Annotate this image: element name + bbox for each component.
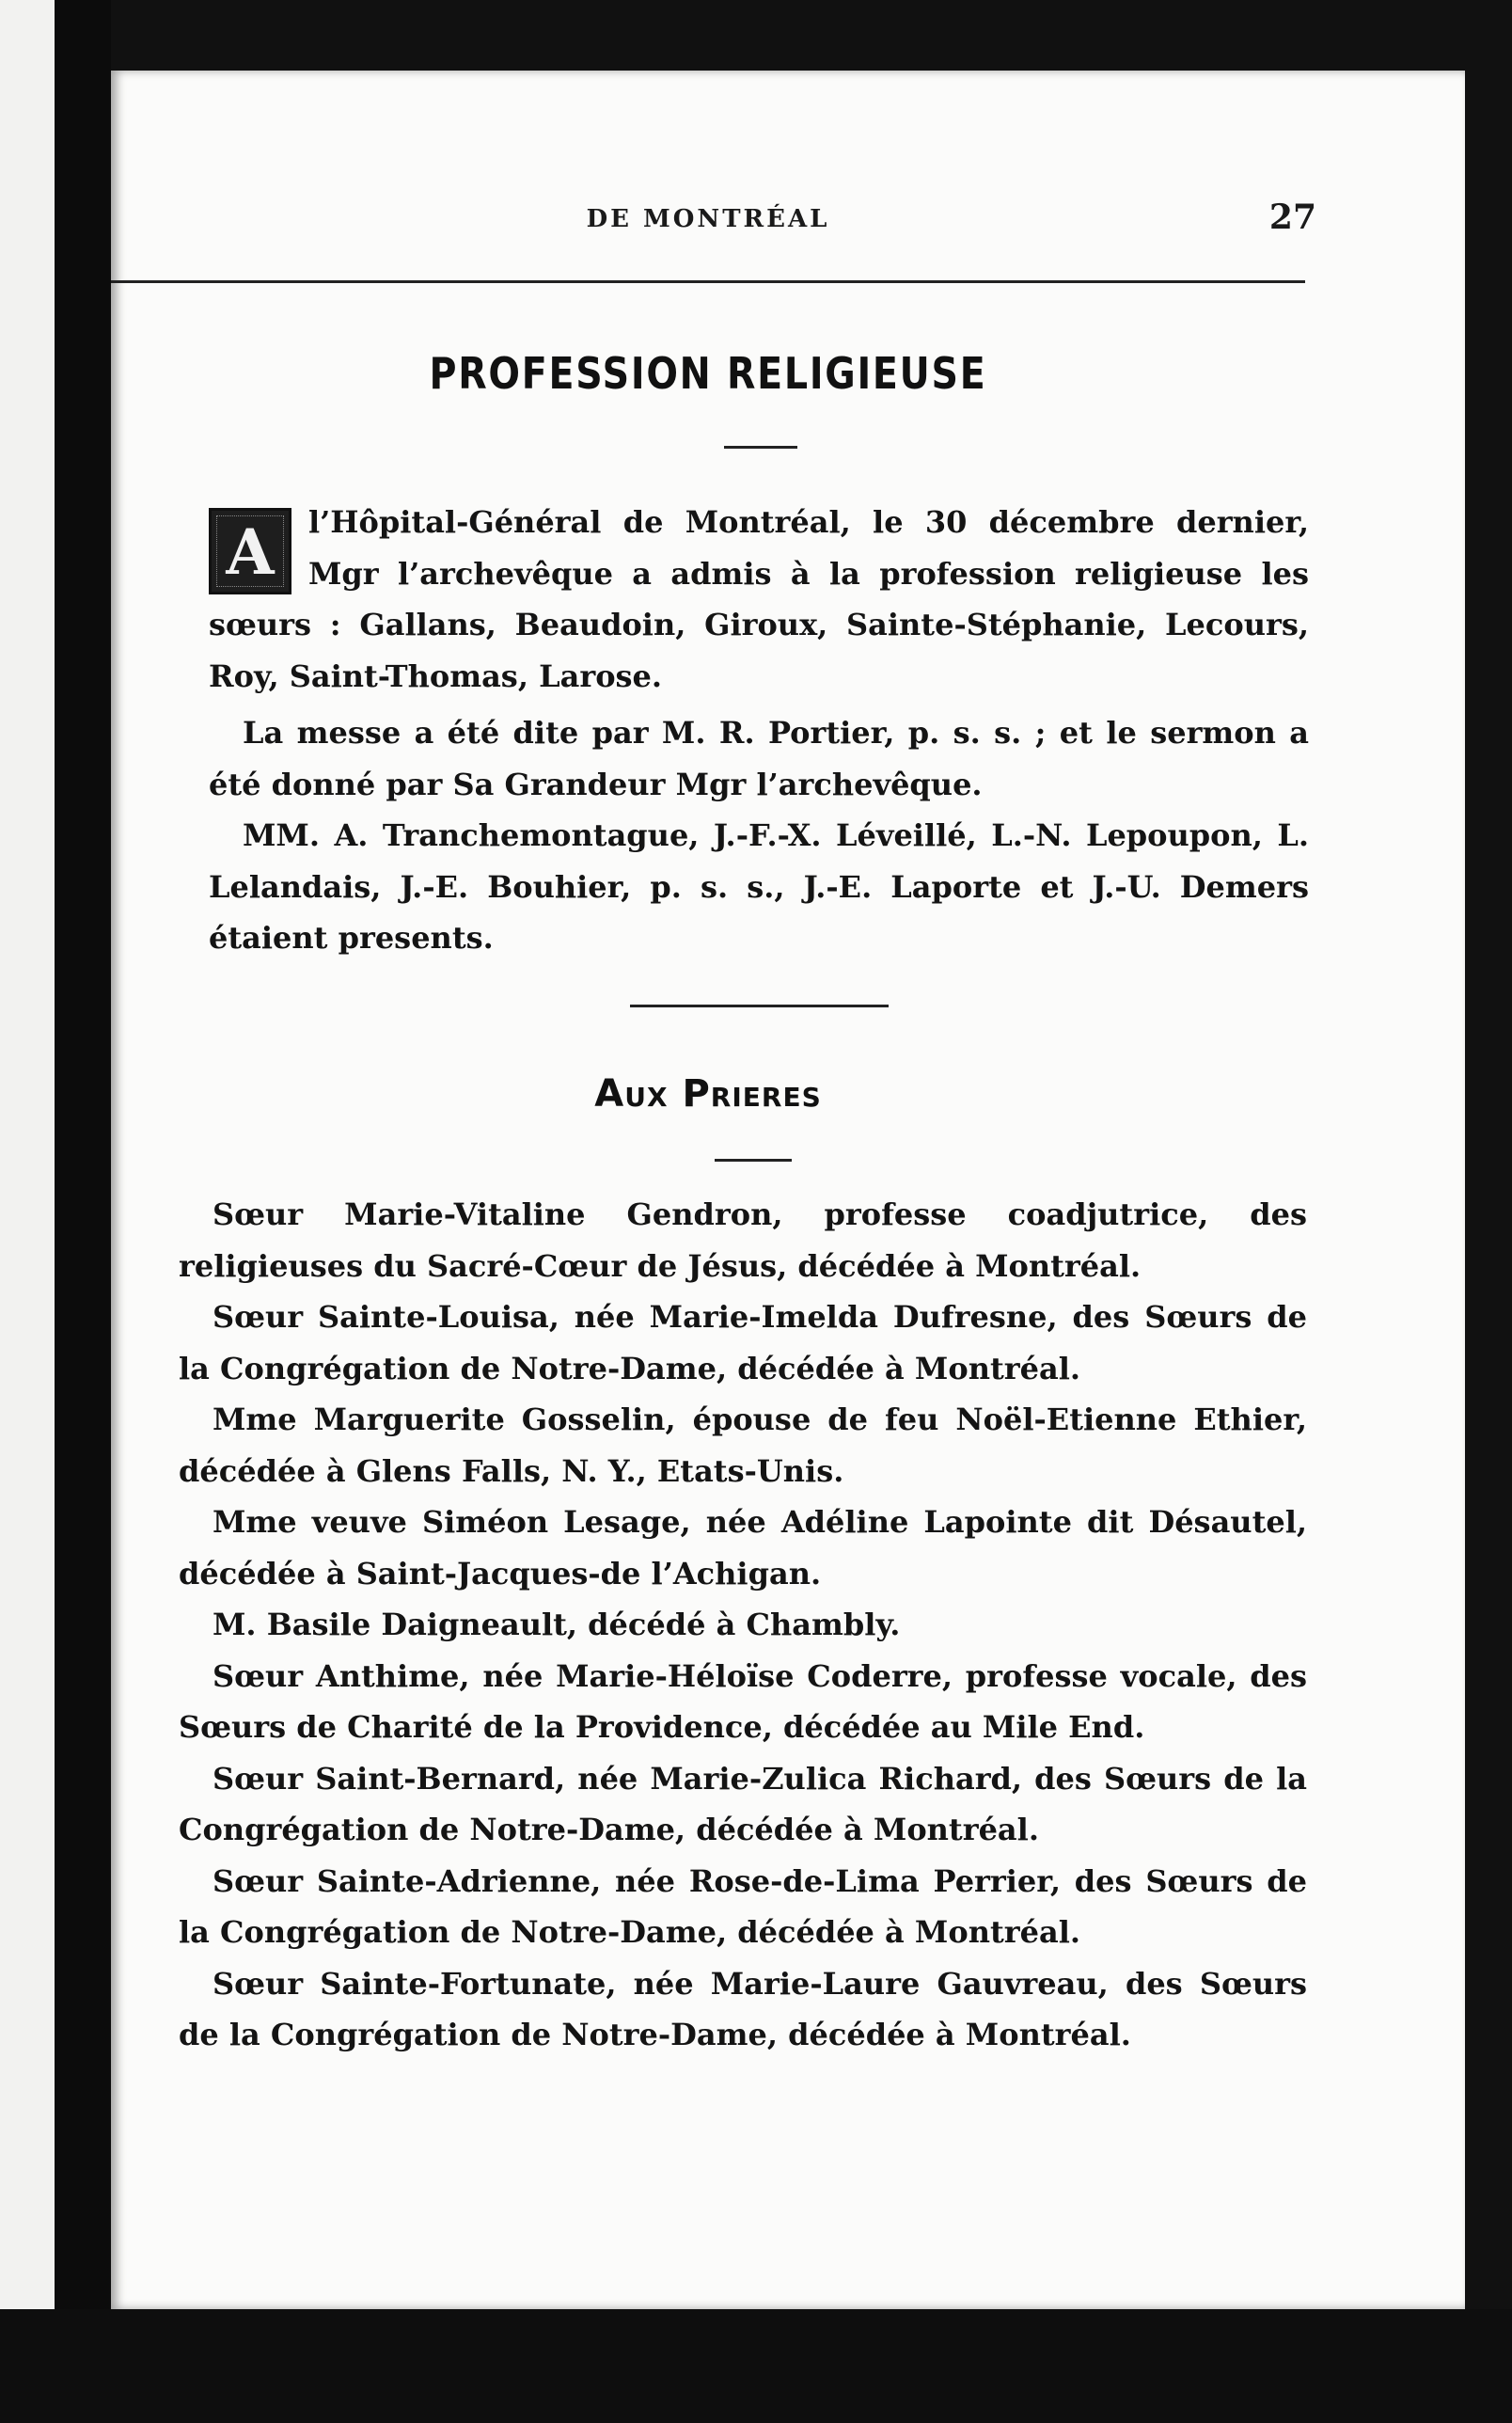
paragraph-text: l’Hôpital-Général de Montréal, le 30 décembre dernier, Mgr l’archevêque a admis à la profession religieuse les sœurs : Gallans, Beaudoin, Giroux, Sainte-Stéphanie, Lecours, Roy, Saint-Thomas, Larose. [209,504,1309,694]
obituary-entry: Mme Marguerite Gosselin, épouse de feu Noël-Etienne Ethier, décédée à Glens Falls, N. Y., Etats-Unis. [179,1402,1307,1489]
obituary-entry: Mme veuve Siméon Lesage, née Adéline Lapointe dit Désautel, décédée à Saint-Jacques-de l’Achigan. [179,1504,1307,1592]
profession-text [209,497,1309,964]
section-title-profession: PROFESSION RELIGIEUSE [429,348,987,399]
obituary-entry: M. Basile Daigneault, décédé à Chambly. [213,1607,901,1642]
book-gutter [55,0,111,2423]
paragraph [209,497,1309,702]
obituary-entry: Sœur Sainte-Louisa, née Marie-Imelda Dufresne, des Sœurs de la Congrégation de Notre-Dame, décédée à Montréal. [179,1299,1307,1386]
running-head: DE MONTRÉAL [586,205,830,233]
obituary-entry: Sœur Sainte-Fortunate, née Marie-Laure Gauvreau, des Sœurs de la Congrégation de Notre-Dame, décédée à Montréal. [179,1965,1307,2052]
obituary-entry: Sœur Sainte-Adrienne, née Rose-de-Lima Perrier, des Sœurs de la Congrégation de Notre-Dame, décédée à Montréal. [179,1862,1307,1950]
facing-page-edge [0,0,55,2423]
paragraph: La messe a été dite par M. R. Portier, p. s. s. ; et le sermon a été donné par Sa Grandeur Mgr l’archevêque. [209,715,1309,802]
section-title-prieres: Aux Prieres [594,1072,822,1116]
section-divider-rule [630,1005,889,1007]
page-header [111,139,1316,283]
prieres-text [179,1189,1307,2061]
page-number: 27 [1268,198,1316,237]
drop-cap-ornament [209,508,291,594]
title-underline-rule [715,1159,792,1162]
drop-cap-letter: A [226,515,275,589]
scan-bottom-border [0,2309,1512,2423]
obituary-entry: Sœur Saint-Bernard, née Marie-Zulica Richard, des Sœurs de la Congrégation de Notre-Dame, décédée à Montréal. [179,1760,1307,1847]
obituary-entry: Sœur Marie-Vitaline Gendron, professe coadjutrice, des religieuses du Sacré-Cœur de Jésus, décédée à Montréal. [179,1196,1307,1284]
paragraph: MM. A. Tranchemontague, J.-F.-X. Léveillé, L.-N. Lepoupon, L. Lelandais, J.-E. Bouhier, p. s. s., J.-E. Laporte et J.-U. Demers étaient presents. [209,817,1309,956]
title-underline-rule [724,446,797,449]
obituary-entry: Sœur Anthime, née Marie-Héloïse Coderre, professe vocale, des Sœurs de Charité de la Providence, décédée au Mile End. [179,1657,1307,1745]
